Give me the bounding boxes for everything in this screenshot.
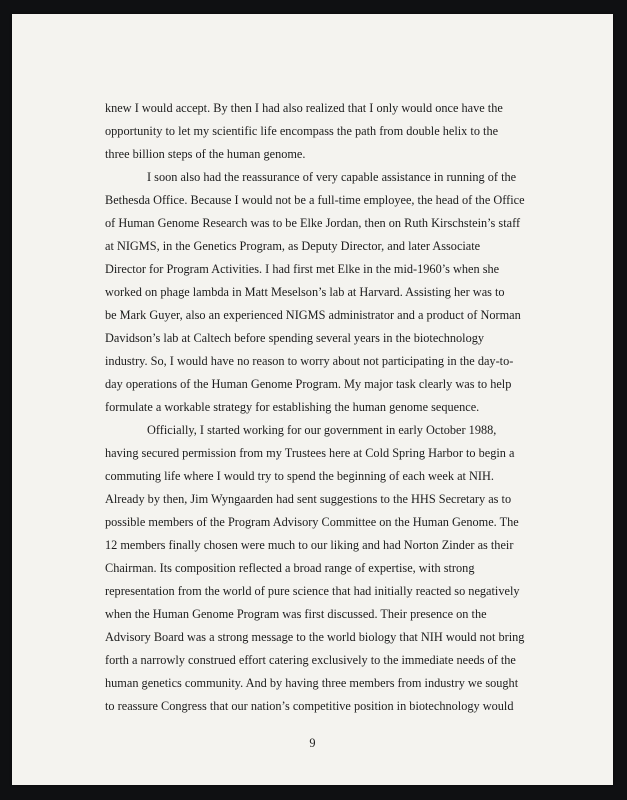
text-line: 12 members finally chosen were much to our liking and had Norton Zinder as their [105, 538, 514, 552]
text-line: Chairman. Its composition reflected a broad range of expertise, with strong [105, 561, 475, 575]
text-line: Already by then, Jim Wyngaarden had sent suggestions to the HHS Secretary as to [105, 492, 512, 506]
page-number: 9 [309, 736, 316, 750]
document-page [12, 14, 613, 785]
text-line: to reassure Congress that our nation’s competitive position in biotechnology would [105, 699, 514, 713]
text-line: human genetics community. And by having three members from industry we sought [105, 676, 519, 690]
text-line: Director for Program Activities. I had first met Elke in the mid-1960’s when she [105, 262, 500, 276]
text-line: worked on phage lambda in Matt Meselson’s lab at Harvard. Assisting her was to [105, 285, 505, 299]
text-line: formulate a workable strategy for establishing the human genome sequence. [105, 400, 480, 414]
text-line: representation from the world of pure science that had initially reacted so negatively [105, 584, 520, 598]
text-line: I soon also had the reassurance of very capable assistance in running of the [147, 170, 517, 184]
text-line: be Mark Guyer, also an experienced NIGMS administrator and a product of Norman [105, 308, 521, 322]
text-line: of Human Genome Research was to be Elke Jordan, then on Ruth Kirschstein’s staff [105, 216, 521, 230]
text-line: at NIGMS, in the Genetics Program, as Deputy Director, and later Associate [105, 239, 481, 253]
text-line: Officially, I started working for our government in early October 1988, [147, 423, 497, 437]
text-line: Bethesda Office. Because I would not be a full-time employee, the head of the Office [105, 193, 525, 207]
text-line: opportunity to let my scientific life encompass the path from double helix to the [105, 124, 499, 138]
text-line: knew I would accept. By then I had also realized that I only would once have the [105, 101, 503, 115]
text-line: Advisory Board was a strong message to the world biology that NIH would not bring [105, 630, 525, 644]
text-line: when the Human Genome Program was first discussed. Their presence on the [105, 607, 487, 621]
text-line: industry. So, I would have no reason to worry about not participating in the day-to- [105, 354, 514, 368]
text-line: commuting life where I would try to spend the beginning of each week at NIH. [105, 469, 494, 483]
text-line: three billion steps of the human genome. [105, 147, 306, 161]
text-line: possible members of the Program Advisory Committee on the Human Genome. The [105, 515, 519, 529]
text-line: day operations of the Human Genome Program. My major task clearly was to help [105, 377, 512, 391]
text-line: forth a narrowly construed effort catering exclusively to the immediate needs of the [105, 653, 516, 667]
text-line: Davidson’s lab at Caltech before spending several years in the biotechnology [105, 331, 485, 345]
text-line: having secured permission from my Trustees here at Cold Spring Harbor to begin a [105, 446, 515, 460]
